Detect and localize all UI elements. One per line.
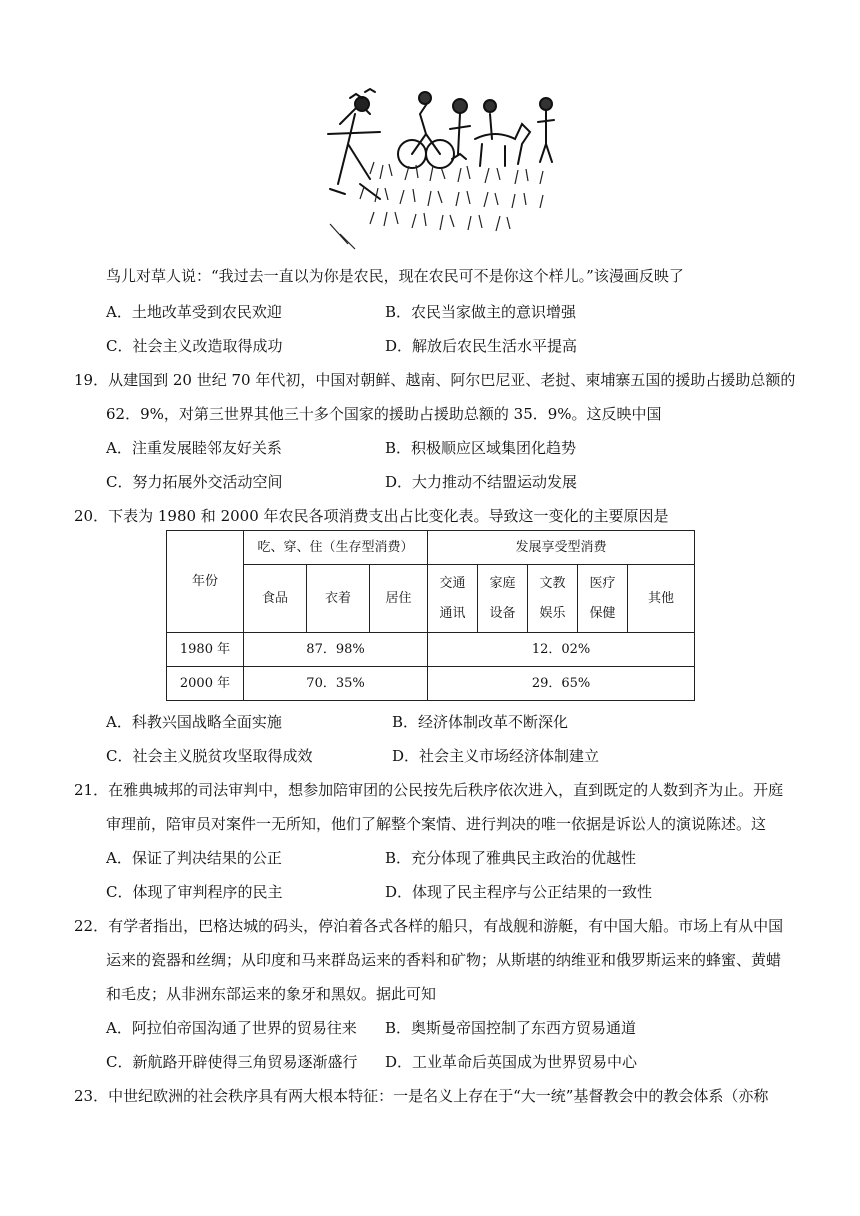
q21-stem-line2: 审理前，陪审员对案件一无所知，他们了解整个案情、进行判决的唯一依据是诉讼人的演说陈述。这 [106, 815, 767, 833]
q18-option-c[interactable]: C．社会主义改造取得成功 [106, 337, 283, 355]
table-sub-transport [428, 565, 478, 633]
q21-option-b[interactable]: B．充分体现了雅典民主政治的优越性 [385, 849, 637, 867]
table-sub-medical-l1: 医疗 [589, 575, 616, 591]
table-row-year: 2000 年 [167, 667, 244, 701]
table-sub-household-l2: 设备 [489, 605, 516, 621]
q22-option-b[interactable]: B．奥斯曼帝国控制了东西方贸易通道 [385, 1019, 637, 1037]
q20-option-a[interactable]: A．科教兴国战略全面实施 [106, 713, 282, 731]
table-sub-food: 食品 [244, 565, 307, 633]
cartoon-illustration [300, 84, 555, 254]
q19-option-b[interactable]: B．积极顺应区域集团化趋势 [385, 439, 577, 457]
table-row-development: 29．65% [428, 667, 695, 701]
table-sub-household-l1: 家庭 [489, 575, 516, 591]
q22-stem-line1: 22．有学者指出，巴格达城的码头，停泊着各式各样的船只，有战舰和游艇，有中国大船。市场上有从中国 [74, 917, 784, 935]
table-row-year: 1980 年 [167, 633, 244, 667]
q18-caption: 鸟儿对草人说：“我过去一直以为你是农民，现在农民可不是你这个样儿。”该漫画反映了 [106, 267, 684, 285]
table-sub-transport-l1: 交通 [439, 575, 466, 591]
q22-option-d[interactable]: D．工业革命后英国成为世界贸易中心 [385, 1053, 638, 1071]
table-sub-housing: 居住 [370, 565, 428, 633]
q20-option-b[interactable]: B．经济体制改革不断深化 [392, 713, 569, 731]
q19-stem-line1: 19．从建国到 20 世纪 70 年代初，中国对朝鲜、越南、阿尔巴尼亚、老挝、柬埔寨五国的援助占援助总额的 [74, 371, 796, 389]
q18-option-b[interactable]: B．农民当家做主的意识增强 [385, 303, 577, 321]
q20-stem: 20．下表为 1980 和 2000 年农民各项消费支出占比变化表。导致这一变化的主要原因是 [74, 507, 669, 525]
q22-option-c[interactable]: C．新航路开辟使得三角贸易逐渐盛行 [106, 1053, 358, 1071]
table-group-survival: 吃、穿、住（生存型消费） [244, 531, 428, 565]
q18-option-a[interactable]: A．土地改革受到农民欢迎 [106, 303, 282, 321]
q19-option-d[interactable]: D．大力推动不结盟运动发展 [385, 473, 578, 491]
table-sub-education-l1: 文教 [539, 575, 566, 591]
q22-stem-line3: 和毛皮；从非洲东部运来的象牙和黑奴。据此可知 [106, 985, 437, 1003]
q19-option-c[interactable]: C．努力拓展外交活动空间 [106, 473, 283, 491]
table-sub-transport-l2: 通讯 [439, 605, 466, 621]
table-sub-education [528, 565, 578, 633]
table-row-survival: 87．98% [244, 633, 428, 667]
table-sub-medical-l2: 保健 [589, 605, 616, 621]
table-row-development: 12．02% [428, 633, 695, 667]
q21-option-c[interactable]: C．体现了审判程序的民主 [106, 883, 283, 901]
table-year-header: 年份 [167, 531, 244, 633]
q21-option-d[interactable]: D．体现了民主程序与公正结果的一致性 [385, 883, 653, 901]
q22-stem-line2: 运来的瓷器和丝绸；从印度和马来群岛运来的香料和矿物；从斯堪的纳维亚和俄罗斯运来的蜂蜜、黄蜡 [106, 951, 782, 969]
q18-option-d[interactable]: D．解放后农民生活水平提高 [385, 337, 578, 355]
table-sub-education-l2: 娱乐 [539, 605, 566, 621]
table-group-development: 发展享受型消费 [428, 531, 695, 565]
consumption-table [166, 530, 695, 701]
table-row-survival: 70．35% [244, 667, 428, 701]
q21-option-a[interactable]: A．保证了判决结果的公正 [106, 849, 282, 867]
q20-option-d[interactable]: D．社会主义市场经济体制建立 [392, 747, 600, 765]
q20-option-c[interactable]: C．社会主义脱贫攻坚取得成效 [106, 747, 313, 765]
table-sub-clothing: 衣着 [307, 565, 370, 633]
table-sub-medical [578, 565, 628, 633]
q19-stem-line2: 62．9%，对第三世界其他三十多个国家的援助占援助总额的 35．9%。这反映中国 [106, 405, 662, 423]
q22-option-a[interactable]: A．阿拉伯帝国沟通了世界的贸易往来 [106, 1019, 357, 1037]
table-sub-other: 其他 [628, 565, 695, 633]
q21-stem-line1: 21．在雅典城邦的司法审判中，想参加陪审团的公民按先后秩序依次进入，直到既定的人数到齐为止。开庭 [74, 781, 784, 799]
q23-stem-line1: 23．中世纪欧洲的社会秩序具有两大根本特征：一是名义上存在于“大一统”基督教会中的教会体系（亦称 [74, 1087, 769, 1105]
q19-option-a[interactable]: A．注重发展睦邻友好关系 [106, 439, 282, 457]
table-sub-household [478, 565, 528, 633]
